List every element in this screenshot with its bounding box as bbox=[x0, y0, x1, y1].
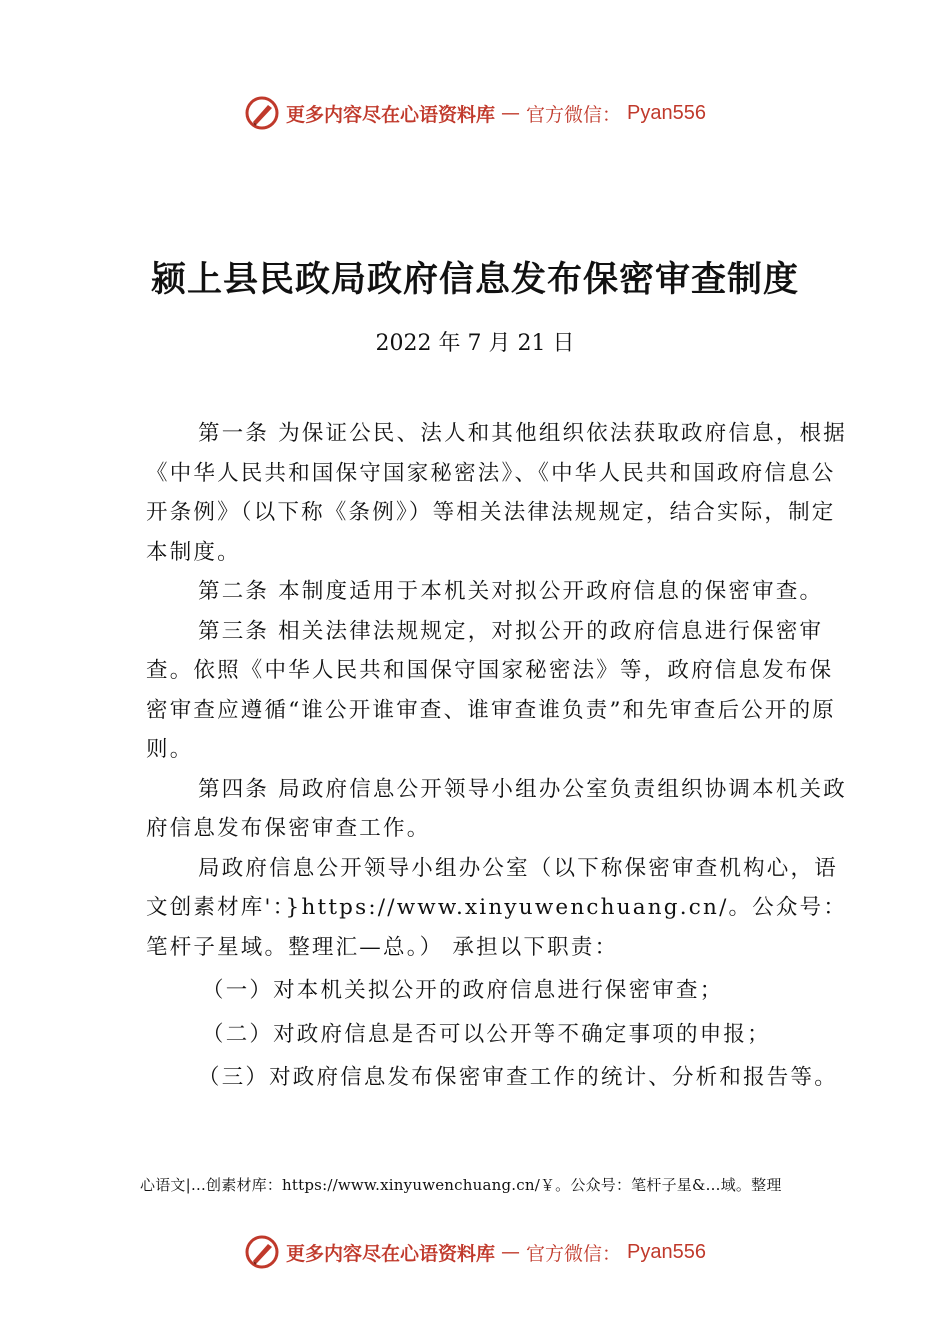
document-body bbox=[146, 414, 856, 1098]
duty-item-2: （二）对政府信息是否可以公开等不确定事项的申报； bbox=[202, 1021, 771, 1047]
article-3: 第三条 相关法律法规规定，对拟公开的政府信息进行保密审查。依照《中华人民共和国保守国家秘密法》等，政府信息发布保密审查应遵循“谁公开谁审查、谁审查谁负责”和先审查后公开的原则。 bbox=[146, 618, 836, 762]
banner-separator: — bbox=[501, 102, 521, 124]
pen-logo-icon bbox=[244, 95, 280, 131]
footer-banner bbox=[0, 1232, 950, 1272]
pen-logo-icon bbox=[244, 1234, 280, 1270]
banner-wechat-id: Pyan556 bbox=[627, 101, 706, 124]
banner-brand: 更多内容尽在心语资料库 bbox=[286, 1242, 496, 1265]
article-1: 第一条 为保证公民、法人和其他组织依法获取政府信息，根据《中华人民共和国保守国家秘密法》、《中华人民共和国政府信息公开条例》（以下称《条例》）等相关法律法规规定，结合实际，制定本制度。 bbox=[146, 421, 847, 565]
banner-separator: — bbox=[501, 1241, 521, 1263]
article-2: 第二条 本制度适用于本机关对拟公开政府信息的保密审查。 bbox=[198, 579, 824, 604]
article-4: 第四条 局政府信息公开领导小组办公室负责组织协调本机关政府信息发布保密审查工作。 bbox=[146, 776, 847, 841]
header-banner bbox=[0, 93, 950, 133]
duty-item-1: （一）对本机关拟公开的政府信息进行保密审查； bbox=[202, 978, 724, 1003]
banner-brand: 更多内容尽在心语资料库 bbox=[286, 103, 496, 126]
banner-wechat-label: 官方微信： bbox=[526, 103, 622, 126]
document-title: 颍上县民政局政府信息发布保密审查制度 bbox=[150, 259, 799, 300]
banner-wechat-id: Pyan556 bbox=[627, 1240, 706, 1263]
duty-item-3: （三）对政府信息发布保密审查工作的统计、分析和报告等。 bbox=[198, 1065, 838, 1090]
article-4-duties: 局政府信息公开领导小组办公室（以下称保密审查机构心，语文创素材库'：}https://www.xinyuwenchuang.cn/。公众号：笔杆子星域。整理汇—总。） 承担以下职责： bbox=[146, 855, 848, 960]
footer-source-note: 心语文|…创素材库：https://www.xinyuwenchuang.cn/￥。公众号：笔杆子星&…域。整理 bbox=[140, 1176, 782, 1194]
banner-wechat-label: 官方微信： bbox=[526, 1242, 622, 1265]
document-date: 2022 年 7 月 21 日 bbox=[375, 331, 575, 356]
